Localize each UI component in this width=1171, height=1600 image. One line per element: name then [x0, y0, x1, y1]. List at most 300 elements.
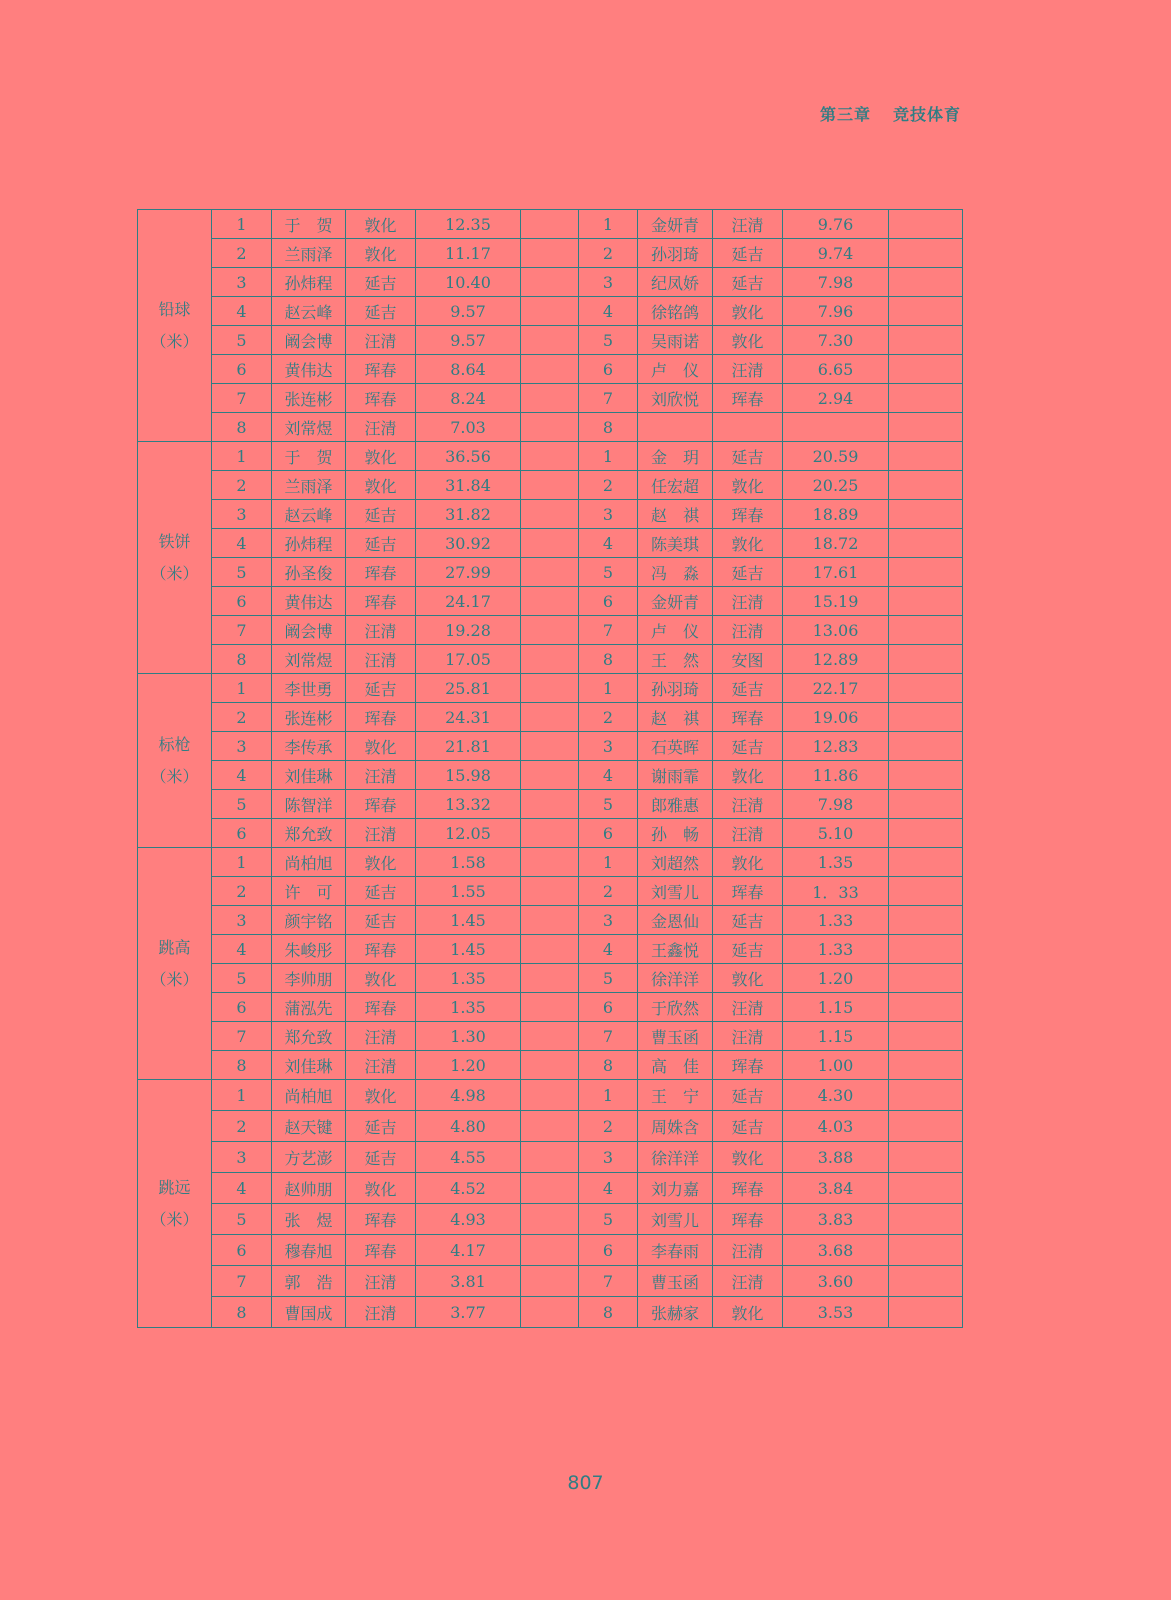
athlete-name-cell: 尚柏旭 — [272, 848, 346, 877]
result-cell: 24.31 — [416, 703, 521, 732]
rank-cell: 7 — [579, 616, 638, 645]
rank-cell: 4 — [579, 529, 638, 558]
table-row — [138, 1173, 963, 1204]
result-cell: 4.17 — [416, 1235, 521, 1266]
result-cell: 7.98 — [783, 268, 889, 297]
county-cell: 延吉 — [346, 674, 416, 703]
result-cell: 7.98 — [783, 790, 889, 819]
result-cell: 1．33 — [783, 877, 889, 906]
athlete-name-cell: 阚会博 — [272, 326, 346, 355]
county-cell: 珲春 — [346, 935, 416, 964]
athlete-name-cell: 刘超然 — [638, 848, 713, 877]
rank-cell: 8 — [212, 1051, 272, 1080]
athlete-name-cell: 刘力嘉 — [638, 1173, 713, 1204]
county-cell: 敦化 — [346, 1173, 416, 1204]
rank-cell: 7 — [579, 1266, 638, 1297]
athlete-name-cell: 赵帅朋 — [272, 1173, 346, 1204]
athlete-name-cell: 谢雨霏 — [638, 761, 713, 790]
result-cell: 3.60 — [783, 1266, 889, 1297]
event-label-cell — [138, 848, 212, 1080]
rank-cell: 5 — [579, 964, 638, 993]
result-cell: 17.05 — [416, 645, 521, 674]
athlete-name-cell: 徐洋洋 — [638, 964, 713, 993]
rank-cell: 6 — [212, 1235, 272, 1266]
rank-cell: 3 — [212, 500, 272, 529]
event-label-cell — [138, 674, 212, 848]
athlete-name-cell: 黄伟达 — [272, 355, 346, 384]
table-row — [138, 413, 963, 442]
rank-cell: 4 — [579, 935, 638, 964]
rank-cell: 3 — [579, 268, 638, 297]
athlete-name-cell: 孙 畅 — [638, 819, 713, 848]
result-cell: 18.72 — [783, 529, 889, 558]
blank-cell — [521, 1142, 579, 1173]
blank-cell — [889, 935, 963, 964]
page-number: 807 — [567, 1472, 604, 1494]
rank-cell: 2 — [212, 877, 272, 906]
blank-cell — [889, 326, 963, 355]
rank-cell: 1 — [579, 848, 638, 877]
result-cell: 1.35 — [416, 964, 521, 993]
table-row — [138, 1204, 963, 1235]
table-row — [138, 964, 963, 993]
running-header — [820, 102, 961, 125]
table-row — [138, 529, 963, 558]
athlete-name-cell: 许 可 — [272, 877, 346, 906]
blank-cell — [521, 210, 579, 239]
rank-cell: 1 — [579, 442, 638, 471]
result-cell: 17.61 — [783, 558, 889, 587]
result-cell: 1.20 — [783, 964, 889, 993]
chapter-title: 第三章 — [820, 105, 872, 124]
blank-cell — [889, 210, 963, 239]
county-cell: 汪清 — [346, 645, 416, 674]
county-cell: 敦化 — [346, 239, 416, 268]
county-cell: 延吉 — [346, 297, 416, 326]
blank-cell — [521, 732, 579, 761]
county-cell: 汪清 — [346, 616, 416, 645]
rank-cell: 7 — [579, 1022, 638, 1051]
blank-cell — [889, 1022, 963, 1051]
county-cell: 延吉 — [346, 906, 416, 935]
table-row — [138, 442, 963, 471]
blank-cell — [521, 1111, 579, 1142]
result-cell: 31.84 — [416, 471, 521, 500]
athlete-name-cell: 卢 仪 — [638, 355, 713, 384]
athlete-name-cell: 周姝含 — [638, 1111, 713, 1142]
blank-cell — [889, 500, 963, 529]
county-cell: 汪清 — [713, 210, 783, 239]
athlete-name-cell: 卢 仪 — [638, 616, 713, 645]
county-cell: 珲春 — [713, 703, 783, 732]
county-cell: 汪清 — [346, 761, 416, 790]
result-cell: 21.81 — [416, 732, 521, 761]
result-cell: 1.55 — [416, 877, 521, 906]
blank-cell — [521, 645, 579, 674]
athlete-name-cell: 郎雅惠 — [638, 790, 713, 819]
result-cell: 8.64 — [416, 355, 521, 384]
athlete-name-cell: 孙炜程 — [272, 268, 346, 297]
result-cell: 19.06 — [783, 703, 889, 732]
athlete-name-cell: 方艺澎 — [272, 1142, 346, 1173]
event-label-cell — [138, 210, 212, 442]
athlete-name-cell: 颜宇铭 — [272, 906, 346, 935]
result-cell: 1.20 — [416, 1051, 521, 1080]
result-cell: 13.32 — [416, 790, 521, 819]
rank-cell: 3 — [579, 732, 638, 761]
blank-cell — [889, 848, 963, 877]
athlete-name-cell: 曹国成 — [272, 1297, 346, 1328]
blank-cell — [521, 297, 579, 326]
county-cell: 敦化 — [346, 442, 416, 471]
county-cell: 珲春 — [346, 1204, 416, 1235]
result-cell: 19.28 — [416, 616, 521, 645]
blank-cell — [889, 1142, 963, 1173]
table-row — [138, 1022, 963, 1051]
rank-cell: 6 — [579, 819, 638, 848]
blank-cell — [521, 703, 579, 732]
blank-cell — [889, 268, 963, 297]
result-cell: 25.81 — [416, 674, 521, 703]
table-row — [138, 935, 963, 964]
result-cell: 24.17 — [416, 587, 521, 616]
result-cell: 3.83 — [783, 1204, 889, 1235]
blank-cell — [521, 384, 579, 413]
county-cell: 珲春 — [346, 1235, 416, 1266]
athlete-name-cell: 金恩仙 — [638, 906, 713, 935]
county-cell: 珲春 — [713, 1173, 783, 1204]
county-cell: 汪清 — [713, 1235, 783, 1266]
result-cell: 7.30 — [783, 326, 889, 355]
result-cell: 1.35 — [783, 848, 889, 877]
county-cell: 汪清 — [346, 1266, 416, 1297]
county-cell: 延吉 — [346, 500, 416, 529]
blank-cell — [889, 964, 963, 993]
blank-cell — [889, 1235, 963, 1266]
result-cell: 3.88 — [783, 1142, 889, 1173]
blank-cell — [889, 355, 963, 384]
blank-cell — [521, 558, 579, 587]
results-body — [138, 210, 963, 1328]
athlete-name-cell: 曹玉函 — [638, 1266, 713, 1297]
rank-cell: 6 — [579, 355, 638, 384]
result-cell: 1.15 — [783, 1022, 889, 1051]
rank-cell: 3 — [579, 906, 638, 935]
result-cell: 1.30 — [416, 1022, 521, 1051]
county-cell: 敦化 — [713, 761, 783, 790]
athlete-name-cell: 徐铭鸽 — [638, 297, 713, 326]
county-cell: 汪清 — [346, 819, 416, 848]
county-cell: 汪清 — [713, 819, 783, 848]
rank-cell: 2 — [579, 703, 638, 732]
blank-cell — [889, 529, 963, 558]
event-name: 标枪 — [158, 734, 191, 754]
athlete-name-cell: 兰雨泽 — [272, 471, 346, 500]
athlete-name-cell: 赵天键 — [272, 1111, 346, 1142]
rank-cell: 3 — [212, 1142, 272, 1173]
rank-cell: 6 — [579, 1235, 638, 1266]
athlete-name-cell: 郭 浩 — [272, 1266, 346, 1297]
table-row — [138, 674, 963, 703]
table-row — [138, 384, 963, 413]
athlete-name-cell: 黄伟达 — [272, 587, 346, 616]
county-cell: 敦化 — [346, 964, 416, 993]
blank-cell — [889, 1051, 963, 1080]
blank-cell — [521, 355, 579, 384]
result-cell: 4.98 — [416, 1080, 521, 1111]
athlete-name-cell: 尚柏旭 — [272, 1080, 346, 1111]
result-cell: 4.80 — [416, 1111, 521, 1142]
blank-cell — [889, 442, 963, 471]
county-cell — [713, 413, 783, 442]
rank-cell: 3 — [212, 732, 272, 761]
section-title: 竞技体育 — [893, 105, 962, 124]
rank-cell: 3 — [579, 1142, 638, 1173]
rank-cell: 3 — [212, 906, 272, 935]
result-cell: 20.25 — [783, 471, 889, 500]
athlete-name-cell: 张 煜 — [272, 1204, 346, 1235]
rank-cell: 6 — [579, 587, 638, 616]
county-cell: 延吉 — [346, 1142, 416, 1173]
county-cell: 汪清 — [713, 1266, 783, 1297]
rank-cell: 3 — [212, 268, 272, 297]
rank-cell: 8 — [579, 1297, 638, 1328]
result-cell: 4.52 — [416, 1173, 521, 1204]
rank-cell: 5 — [212, 1204, 272, 1235]
blank-cell — [521, 1204, 579, 1235]
rank-cell: 1 — [212, 1080, 272, 1111]
county-cell: 延吉 — [346, 268, 416, 297]
athlete-name-cell: 李春雨 — [638, 1235, 713, 1266]
results-table — [137, 209, 963, 1328]
blank-cell — [521, 993, 579, 1022]
result-cell: 1.45 — [416, 935, 521, 964]
county-cell: 珲春 — [346, 558, 416, 587]
county-cell: 汪清 — [713, 790, 783, 819]
table-row — [138, 500, 963, 529]
table-row — [138, 848, 963, 877]
event-name: 铅球 — [158, 299, 191, 319]
blank-cell — [521, 1173, 579, 1204]
table-row — [138, 587, 963, 616]
table-row — [138, 993, 963, 1022]
rank-cell: 7 — [579, 384, 638, 413]
rank-cell: 4 — [579, 761, 638, 790]
result-cell: 15.19 — [783, 587, 889, 616]
result-cell: 4.03 — [783, 1111, 889, 1142]
rank-cell: 6 — [212, 993, 272, 1022]
result-cell: 30.92 — [416, 529, 521, 558]
athlete-name-cell: 孙羽琦 — [638, 239, 713, 268]
athlete-name-cell: 孙圣俊 — [272, 558, 346, 587]
athlete-name-cell: 兰雨泽 — [272, 239, 346, 268]
table-row — [138, 326, 963, 355]
rank-cell: 4 — [579, 1173, 638, 1204]
rank-cell: 1 — [579, 674, 638, 703]
blank-cell — [521, 239, 579, 268]
county-cell: 汪清 — [346, 326, 416, 355]
athlete-name-cell: 冯 淼 — [638, 558, 713, 587]
rank-cell: 4 — [212, 529, 272, 558]
blank-cell — [889, 1173, 963, 1204]
blank-cell — [889, 587, 963, 616]
county-cell: 汪清 — [346, 1022, 416, 1051]
table-row — [138, 1051, 963, 1080]
rank-cell: 6 — [579, 993, 638, 1022]
blank-cell — [521, 413, 579, 442]
rank-cell: 7 — [212, 1022, 272, 1051]
athlete-name-cell: 任宏超 — [638, 471, 713, 500]
table-row — [138, 790, 963, 819]
county-cell: 汪清 — [713, 616, 783, 645]
county-cell: 敦化 — [713, 297, 783, 326]
table-row — [138, 616, 963, 645]
rank-cell: 6 — [212, 355, 272, 384]
athlete-name-cell: 刘常煜 — [272, 413, 346, 442]
athlete-name-cell: 纪凤娇 — [638, 268, 713, 297]
result-cell: 13.06 — [783, 616, 889, 645]
result-cell: 3.77 — [416, 1297, 521, 1328]
county-cell: 延吉 — [713, 268, 783, 297]
blank-cell — [521, 964, 579, 993]
blank-cell — [521, 326, 579, 355]
table-row — [138, 703, 963, 732]
county-cell: 安图 — [713, 645, 783, 674]
athlete-name-cell: 孙羽琦 — [638, 674, 713, 703]
result-cell: 1.33 — [783, 935, 889, 964]
rank-cell: 5 — [212, 964, 272, 993]
table-row — [138, 1142, 963, 1173]
county-cell: 汪清 — [713, 1022, 783, 1051]
result-cell: 12.83 — [783, 732, 889, 761]
table-row — [138, 1080, 963, 1111]
event-unit: （米） — [150, 563, 199, 583]
rank-cell: 5 — [212, 790, 272, 819]
result-cell: 1.00 — [783, 1051, 889, 1080]
rank-cell: 1 — [579, 210, 638, 239]
table-row — [138, 906, 963, 935]
athlete-name-cell: 于欣然 — [638, 993, 713, 1022]
county-cell: 延吉 — [713, 1111, 783, 1142]
result-cell: 11.17 — [416, 239, 521, 268]
athlete-name-cell: 刘雪儿 — [638, 1204, 713, 1235]
athlete-name-cell: 金妍青 — [638, 587, 713, 616]
rank-cell: 2 — [579, 1111, 638, 1142]
result-cell: 4.30 — [783, 1080, 889, 1111]
table-row — [138, 645, 963, 674]
blank-cell — [889, 239, 963, 268]
result-cell: 3.81 — [416, 1266, 521, 1297]
rank-cell: 2 — [579, 239, 638, 268]
athlete-name-cell: 张连彬 — [272, 703, 346, 732]
blank-cell — [889, 993, 963, 1022]
county-cell: 敦化 — [713, 529, 783, 558]
event-name: 跳高 — [158, 937, 191, 957]
athlete-name-cell: 张赫家 — [638, 1297, 713, 1328]
county-cell: 珲春 — [346, 587, 416, 616]
result-cell: 3.84 — [783, 1173, 889, 1204]
county-cell: 汪清 — [713, 587, 783, 616]
blank-cell — [521, 268, 579, 297]
athlete-name-cell: 陈智洋 — [272, 790, 346, 819]
county-cell: 敦化 — [713, 964, 783, 993]
county-cell: 汪清 — [713, 993, 783, 1022]
athlete-name-cell: 穆春旭 — [272, 1235, 346, 1266]
rank-cell: 2 — [212, 239, 272, 268]
county-cell: 延吉 — [713, 558, 783, 587]
rank-cell: 8 — [212, 413, 272, 442]
event-name: 跳远 — [158, 1177, 191, 1197]
blank-cell — [889, 703, 963, 732]
county-cell: 珲春 — [713, 500, 783, 529]
rank-cell: 5 — [579, 790, 638, 819]
table-row — [138, 1235, 963, 1266]
result-cell: 1.45 — [416, 906, 521, 935]
athlete-name-cell: 朱峻彤 — [272, 935, 346, 964]
county-cell: 汪清 — [346, 1297, 416, 1328]
county-cell: 延吉 — [713, 732, 783, 761]
rank-cell: 4 — [579, 297, 638, 326]
county-cell: 延吉 — [713, 239, 783, 268]
result-cell: 3.53 — [783, 1297, 889, 1328]
rank-cell: 5 — [212, 558, 272, 587]
athlete-name-cell: 赵 祺 — [638, 500, 713, 529]
blank-cell — [889, 616, 963, 645]
athlete-name-cell: 金妍青 — [638, 210, 713, 239]
county-cell: 延吉 — [346, 529, 416, 558]
athlete-name-cell: 张连彬 — [272, 384, 346, 413]
county-cell: 珲春 — [346, 703, 416, 732]
athlete-name-cell: 阚会博 — [272, 616, 346, 645]
table-row — [138, 877, 963, 906]
blank-cell — [521, 529, 579, 558]
county-cell: 珲春 — [346, 355, 416, 384]
result-cell: 1.15 — [783, 993, 889, 1022]
athlete-name-cell: 李世勇 — [272, 674, 346, 703]
rank-cell: 1 — [579, 1080, 638, 1111]
blank-cell — [521, 1051, 579, 1080]
table-row — [138, 1111, 963, 1142]
rank-cell: 4 — [212, 935, 272, 964]
county-cell: 敦化 — [713, 848, 783, 877]
blank-cell — [521, 819, 579, 848]
event-name: 铁饼 — [158, 531, 191, 551]
athlete-name-cell: 高 佳 — [638, 1051, 713, 1080]
table-row — [138, 297, 963, 326]
result-cell: 4.93 — [416, 1204, 521, 1235]
county-cell: 延吉 — [713, 1080, 783, 1111]
event-label-cell — [138, 442, 212, 674]
athlete-name-cell: 石英晖 — [638, 732, 713, 761]
table-row — [138, 761, 963, 790]
county-cell: 珲春 — [346, 790, 416, 819]
rank-cell: 4 — [212, 297, 272, 326]
result-cell: 11.86 — [783, 761, 889, 790]
result-cell: 2.94 — [783, 384, 889, 413]
county-cell: 延吉 — [346, 877, 416, 906]
blank-cell — [521, 1080, 579, 1111]
county-cell: 汪清 — [713, 355, 783, 384]
county-cell: 敦化 — [713, 1142, 783, 1173]
rank-cell: 8 — [212, 1297, 272, 1328]
blank-cell — [521, 616, 579, 645]
blank-cell — [889, 558, 963, 587]
rank-cell: 8 — [579, 1051, 638, 1080]
county-cell: 延吉 — [713, 906, 783, 935]
county-cell: 汪清 — [346, 413, 416, 442]
rank-cell: 5 — [212, 326, 272, 355]
county-cell: 敦化 — [346, 471, 416, 500]
